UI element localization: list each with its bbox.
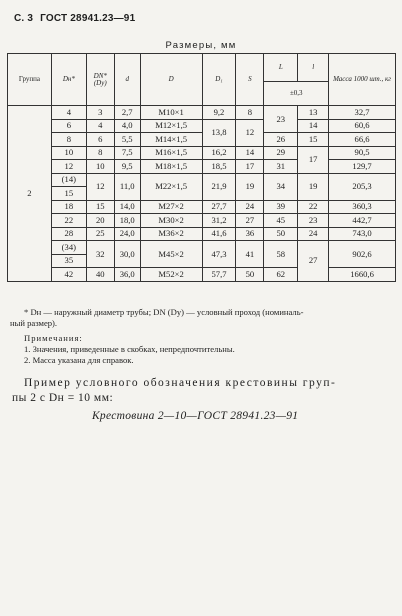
cell-dn-cond: 20 (86, 214, 114, 228)
cell-dn-outer: 8 (51, 133, 86, 147)
cell-dn-outer: 4 (51, 106, 86, 120)
cell-D1: 16,2 (202, 146, 236, 160)
page-header (14, 13, 139, 24)
cell-d: 36,0 (114, 268, 140, 282)
footnote-line-2: ный размер). (10, 318, 58, 328)
cell-mass: 66,6 (329, 133, 396, 147)
cell-S: 14 (236, 146, 264, 160)
example-line-2: пы 2 с Dн = 10 мм: (12, 392, 114, 404)
table-row (8, 241, 396, 255)
table-row (8, 146, 396, 160)
example-block (12, 376, 392, 406)
cell-l: 14 (298, 119, 329, 133)
cell-dn-outer: 15 (51, 187, 86, 201)
example-line-1: Пример условного обозначения крестовины груп- (24, 377, 337, 389)
group-cell: 2 (8, 106, 52, 282)
cell-D1: 13,8 (202, 119, 236, 146)
cell-d: 11,0 (114, 173, 140, 200)
designation-text: Крестовина 2—10—ГОСТ 28941.23—91 (92, 410, 299, 422)
cell-D: M12×1,5 (140, 119, 202, 133)
cell-L: 39 (264, 200, 298, 214)
cell-dn-cond: 10 (86, 160, 114, 174)
cell-d: 5,5 (114, 133, 140, 147)
header-l: l (298, 54, 329, 82)
cell-l: 27 (298, 241, 329, 282)
cell-dn-cond: 4 (86, 119, 114, 133)
cell-D1: 47,3 (202, 241, 236, 268)
cell-L: 31 (264, 160, 298, 174)
cell-L: 58 (264, 241, 298, 268)
cell-D1: 9,2 (202, 106, 236, 120)
cell-dn-outer: 10 (51, 146, 86, 160)
table-caption: Размеры, мм (165, 40, 237, 51)
cell-L: 26 (264, 133, 298, 147)
cell-mass: 902,6 (329, 241, 396, 268)
cell-mass: 743,0 (329, 227, 396, 241)
notes-title: Примечания: (24, 333, 83, 343)
header-group: Группа (8, 54, 52, 106)
header-L: L (264, 54, 298, 82)
cell-S: 8 (236, 106, 264, 120)
cell-d: 24,0 (114, 227, 140, 241)
header-dn-outer: Dн* (51, 54, 86, 106)
table-row (8, 160, 396, 174)
cell-D: M10×1 (140, 106, 202, 120)
cell-mass: 360,3 (329, 200, 396, 214)
cell-D: M22×1,5 (140, 173, 202, 200)
header-tolerance: ±0,3 (264, 82, 329, 106)
cell-mass: 129,7 (329, 160, 396, 174)
cell-D: M36×2 (140, 227, 202, 241)
cell-mass: 205,3 (329, 173, 396, 200)
cell-D1: 41,6 (202, 227, 236, 241)
table-row (8, 119, 396, 133)
cell-D: M27×2 (140, 200, 202, 214)
cell-S: 41 (236, 241, 264, 268)
header-D: D (140, 54, 202, 106)
cell-d: 9,5 (114, 160, 140, 174)
header-d: d (114, 54, 140, 106)
table-row (8, 268, 396, 282)
note-2: 2. Масса указана для справок. (24, 355, 134, 365)
cell-dn-cond: 40 (86, 268, 114, 282)
cell-dn-outer: (34) (51, 241, 86, 255)
cell-dn-outer: (14) (51, 173, 86, 187)
cell-dn-outer: 6 (51, 119, 86, 133)
cell-d: 14,0 (114, 200, 140, 214)
header-dn-cond: DN* (Dу) (86, 54, 114, 106)
cell-mass: 90,5 (329, 146, 396, 160)
cell-dn-outer: 18 (51, 200, 86, 214)
cell-L: 50 (264, 227, 298, 241)
cell-dn-cond: 32 (86, 241, 114, 268)
cell-l: 15 (298, 133, 329, 147)
cell-L: 34 (264, 173, 298, 200)
cell-l: 23 (298, 214, 329, 228)
cell-mass: 60,6 (329, 119, 396, 133)
cell-S: 12 (236, 119, 264, 146)
cell-L: 45 (264, 214, 298, 228)
cell-dn-outer: 22 (51, 214, 86, 228)
table-row (8, 106, 396, 120)
cell-l: 24 (298, 227, 329, 241)
cell-S: 24 (236, 200, 264, 214)
cell-dn-cond: 25 (86, 227, 114, 241)
cell-dn-cond: 12 (86, 173, 114, 200)
cell-l: 22 (298, 200, 329, 214)
cell-S: 19 (236, 173, 264, 200)
page-number: С. 3 (14, 13, 34, 24)
cell-dn-cond: 8 (86, 146, 114, 160)
cell-dn-outer: 35 (51, 254, 86, 268)
standard-code: ГОСТ 28941.23—91 (40, 13, 136, 24)
cell-D1: 21,9 (202, 173, 236, 200)
cell-dn-cond: 15 (86, 200, 114, 214)
dimensions-table (7, 53, 396, 282)
cell-D1: 18,5 (202, 160, 236, 174)
footnote-line-1: * Dн — наружный диаметр трубы; DN (Dу) — условный проход (номиналь- (24, 307, 304, 317)
cell-l: 13 (298, 106, 329, 120)
cell-mass: 32,7 (329, 106, 396, 120)
cell-d: 4,0 (114, 119, 140, 133)
cell-D: M18×1,5 (140, 160, 202, 174)
table-row (8, 227, 396, 241)
cell-dn-outer: 28 (51, 227, 86, 241)
cell-S: 17 (236, 160, 264, 174)
cell-D: M52×2 (140, 268, 202, 282)
cell-d: 7,5 (114, 146, 140, 160)
cell-D1: 57,7 (202, 268, 236, 282)
table-row (8, 173, 396, 187)
notes-block (10, 307, 390, 366)
cell-d: 18,0 (114, 214, 140, 228)
cell-mass: 1660,6 (329, 268, 396, 282)
cell-L: 62 (264, 268, 298, 282)
cell-dn-cond: 3 (86, 106, 114, 120)
cell-dn-outer: 12 (51, 160, 86, 174)
cell-D: M45×2 (140, 241, 202, 268)
table-row (8, 133, 396, 147)
cell-D: M16×1,5 (140, 146, 202, 160)
cell-S: 36 (236, 227, 264, 241)
cell-D: M30×2 (140, 214, 202, 228)
table-row (8, 214, 396, 228)
cell-L: 23 (264, 106, 298, 133)
cell-dn-outer: 42 (51, 268, 86, 282)
table-row (8, 200, 396, 214)
header-S: S (236, 54, 264, 106)
cell-l: 17 (298, 146, 329, 173)
cell-L: 29 (264, 146, 298, 160)
header-D1: D₁ (202, 54, 236, 106)
cell-mass: 442,7 (329, 214, 396, 228)
cell-d: 30,0 (114, 241, 140, 268)
note-1: 1. Значения, приведенные в скобках, непредпочтительны. (24, 344, 235, 354)
header-mass: Масса 1000 шт., кг (329, 54, 396, 106)
cell-d: 2,7 (114, 106, 140, 120)
cell-D1: 27,7 (202, 200, 236, 214)
cell-D: M14×1,5 (140, 133, 202, 147)
cell-D1: 31,2 (202, 214, 236, 228)
cell-l: 19 (298, 173, 329, 200)
cell-S: 50 (236, 268, 264, 282)
cell-dn-cond: 6 (86, 133, 114, 147)
cell-S: 27 (236, 214, 264, 228)
